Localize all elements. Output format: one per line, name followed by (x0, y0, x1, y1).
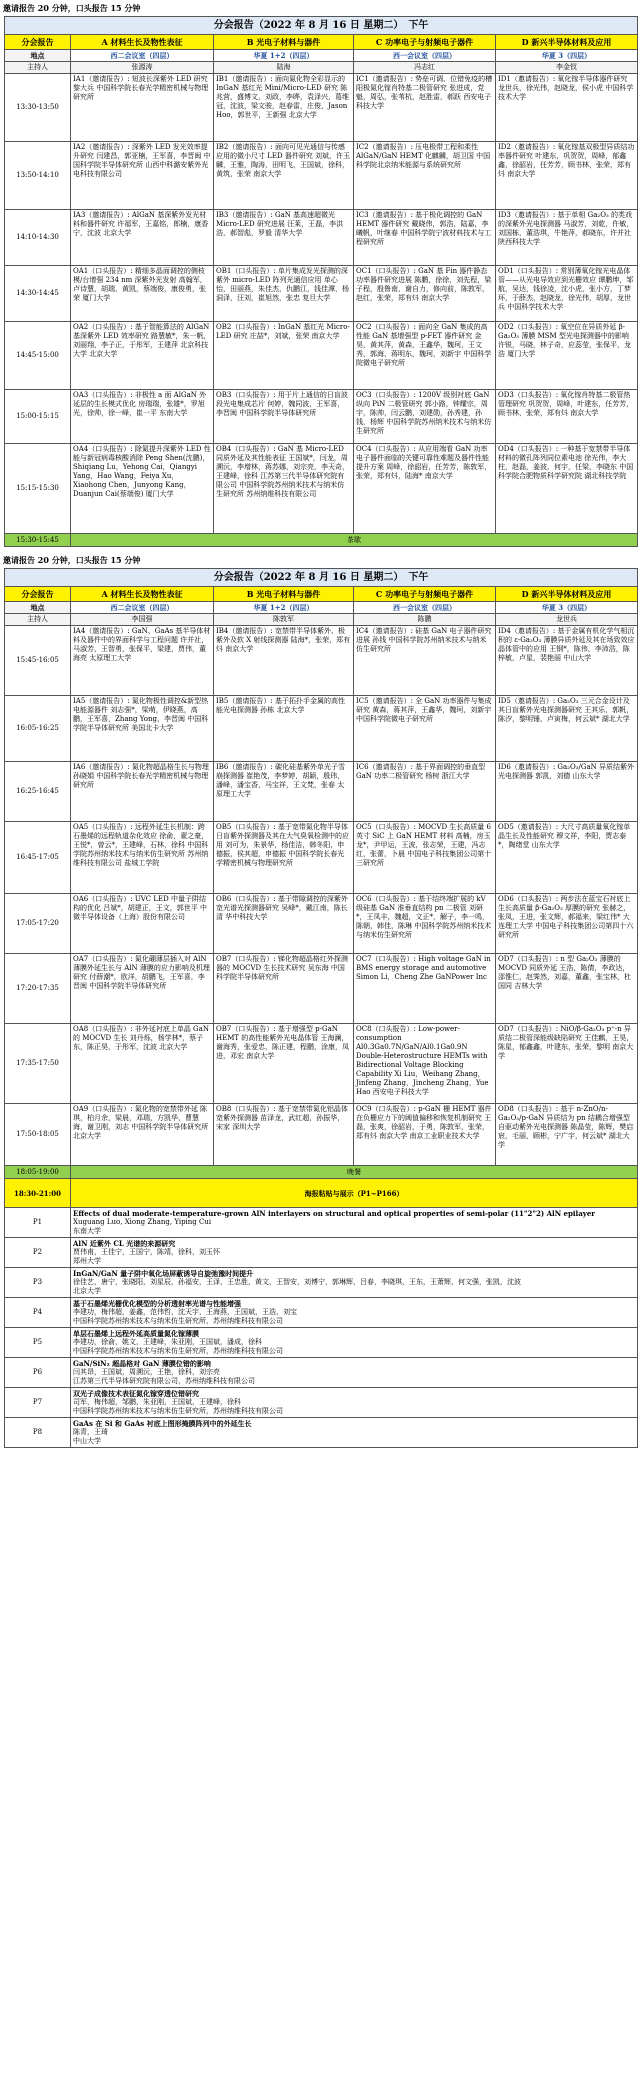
talk-cell: OD7（口头报告）: n 型 Ga₂O₃ 薄膜的 MOCVD 同质外延 王浩，陈倩，李政达，邵惟仁，赵霁然，刘嘉，董鑫，张宝林，杜国同 吉林大学 (496, 954, 638, 1024)
header-d: D 新兴半导体材料及应用 (496, 587, 638, 602)
talk-cell: OD8（口头报告）: 基于 n-ZnO/n-Ga₂O₃/p-GaN 异质结为 pn 结耦合增强型自驱动紫外光电探测器 陈晶莹，陈辉，樊启宸，毛丽，顾彬，宁广宇，何云斌* 湖北大学 (496, 1104, 638, 1166)
talk-cell: OA9（口头报告）: 氮化物的宽禁带外延 陈琪，柏月余，梁晨，邓瑞，方凯华，曹慧海，谢卫刚，刘志 中国科学院半导体研究所 北京大学 (71, 1104, 214, 1166)
time-slot: 16:05-16:25 (5, 696, 71, 762)
host-c: 冯志红 (354, 62, 496, 74)
talk-cell: OB6（口头报告）: 基于带隙调控的深紫外宽光谱光探测器研究 吴峰*，戴江南，陈长清 华中科技大学 (214, 894, 354, 954)
talk-cell: OB5（口头报告）: 基于宽带氮化物半导体日盲紫外探测器及其在大气臭氧检测中的应用 刘可为，朱景华，杨佳洁，韩冬阳，申德振，侯其超，申德振 中国科学院长春光学精密机械与物理研究所 (214, 822, 354, 894)
poster-authors: 司军，梅伟超，邹鹏，朱亚刚，王国斌，王建峰，徐科 (73, 1398, 241, 1406)
poster-info (71, 1268, 638, 1298)
talk-cell: ID2（邀请报告）: 氧化镓基双极型异质结功率器件研究 叶建东，巩贺贺，周峰，郁鑫鑫，徐韶岩，任芳芳，顾书林，张荣，郑有炓 南京大学 (496, 142, 638, 210)
poster-row (5, 1268, 638, 1298)
time-slot: 13:50-14:10 (5, 142, 71, 210)
talk-cell: ID4（邀请报告）: 基于金属有机化学气相沉积的 ε-Ga₂O₃ 薄膜异质外延及其在场致效应晶体管中的应用 王钢*，陈伟，李沛浩，陈梓敏，卢星，裴艳丽 中山大学 (496, 626, 638, 696)
session-title: 分会报告（2022 年 8 月 16 日 星期二） 下午 (5, 17, 638, 35)
talk-cell: OB7（口头报告）: 锑化物超晶格红外探测器的 MOCVD 生长技术研究 吴东海 中国科学院半导体研究所 (214, 954, 354, 1024)
break-label: 茶歇 (71, 534, 638, 547)
poster-org: 中国科学院苏州纳米技术与纳米仿生研究所，苏州纳维科技有限公司 (73, 1347, 283, 1355)
time-slot: 15:00-15:15 (5, 390, 71, 444)
table-row (5, 210, 638, 266)
header-c: C 功率电子与射频电子器件 (354, 587, 496, 602)
poster-row (5, 1358, 638, 1388)
location-label: 地点 (5, 602, 71, 614)
talk-cell: OA3（口头报告）: 非极性 a 面 AlGaN 外延层的生长模式优化 房瑞瑞，张雄*，罗旭光，徐帅，徐一峰，崔一平 东南大学 (71, 390, 214, 444)
poster-row (5, 1208, 638, 1238)
poster-info (71, 1238, 638, 1268)
host-b: 陆海 (214, 62, 354, 74)
talk-cell: IB3（邀请报告）: GaN 基高速超微光 Micro-LED 研究进展 汪莱，王磊，李洪浩，郝智彪，罗毅 清华大学 (214, 210, 354, 266)
talk-cell: OA4（口头报告）: 除氮提升深紫外 LED 性能与新冠病毒核酸消除 Peng Shen(沈鹏)，Shiqiang Lu，Yehong Cai，Qiangyi Yang，Hao Wang，Feiya Xu，Xiaohong Chen，Junyong Kang，Duanjun Cai(蔡端俊) 厦门大学 (71, 444, 214, 534)
host-c: 陈鹏 (354, 614, 496, 626)
table-row (5, 1024, 638, 1104)
poster-time: 18:30-21:00 (5, 1179, 71, 1208)
host-label: 主持人 (5, 614, 71, 626)
table-row (5, 390, 638, 444)
talk-cell: IA3（邀请报告）: AlGaN 基深紫外发光材料和器件研究 许福军，王嘉铭，郎楠，康香宁，沈波 北京大学 (71, 210, 214, 266)
poster-org: 中国科学院苏州纳米技术与纳米仿生研究所，苏州纳维科技有限公司 (73, 1317, 283, 1325)
talk-cell: OB3（口头报告）: 用于片上通信的日盲波段光电集成芯片 何婷，魏同波，王军喜，李晋闽 中国科学院半导体研究所 (214, 390, 354, 444)
poster-authors: 闫其昂，王国斌，周溯沅，王艳，徐科，刘宗亮 (73, 1368, 220, 1376)
location-a: 西二会议室（四层） (71, 50, 214, 62)
talk-cell: OC7（口头报告）: High voltage GaN in BMS energy storage and automotive Simon Li，Cheng Zhe GaNPower Inc (354, 954, 496, 1024)
talk-cell: ID3（邀请报告）: 基于单相 Ga₂O₃ 的类戏的深紫外光电探测器 马淑芳，刘乾，仵敏，刘国栋，董浩琪，牛艳萍，郝晓东，许并社 陕西科技大学 (496, 210, 638, 266)
talk-cell: IC4（邀请报告）: 硅基 GaN 电子器件研究进展 孙钱 中国科学院苏州纳米技术与纳米仿生研究所 (354, 626, 496, 696)
header-b: B 光电子材料与器件 (214, 587, 354, 602)
talk-cell: ID6（邀请报告）: Ga₂O₃/GaN 异质结紫外光电探测器 郭凯，刘德 山东大学 (496, 762, 638, 822)
talk-cell: OC6（口头报告）: 基于结终端扩展的 kV 级硅基 GaN 准垂直结构 pn 二极管 刘研*，王凤丰，魏超，文正*，解子，李一鸣，陈朝，韩佳，陈琳 中国科学院苏州纳米技术与纳米仿生研究所 (354, 894, 496, 954)
session-title: 分会报告（2022 年 8 月 16 日 星期二） 下午 (5, 569, 638, 587)
poster-authors: 李建功，梅伟超，姜鑫，范伟哲，沈天宇，王海燕，王国斌，王浩，刘宝 (73, 1308, 297, 1316)
talk-cell: IB1（邀请报告）: 面向氮化物全彩显示的 InGaN 基红光 Mini/Micro-LED 研究 陈兆营，盛博文，刘政，李晔，袁泽兴，葛维冠，沈波，梁文骏，赵春雷，庄俊，Jason Hoo，郭世平，王新强 北京大学 (214, 74, 354, 142)
time-slot: 15:15-15:30 (5, 444, 71, 534)
note-middle: 邀请报告 20 分钟，口头报告 15 分钟 (3, 555, 141, 565)
talk-cell: OC8（口头报告）: Low-power-consumption Al0.3Ga0.7N/GaN/Al0.1Ga0.9N Double-Heterostructure HEMTs with Bidirectional Voltage Blocking Capability Xi Liu，Weihang Zhang，Jinfeng Zhang，Jincheng Zhang，Yue Hao 西安电子科技大学 (354, 1024, 496, 1104)
poster-info (71, 1418, 638, 1448)
header-b: B 光电子材料与器件 (214, 35, 354, 50)
talk-cell: IC3（邀请报告）: 基于极化调控的 GaN HEMT 器件研究 戴晓伟，郭浩，陆嘉，李曦帆，叶继春 中国科学院宁波材料技术与工程研究所 (354, 210, 496, 266)
talk-cell: OB8（口头报告）: 基于宽禁带氮化铝晶体宽紫外探测器 苗泽龙，武红超，孙振华，宋家 深圳大学 (214, 1104, 354, 1166)
talk-cell: OB1（口头报告）: 单片集成发光探测的深紫外 micro-LED 阵列光通信应用 单心怡，田丽燕，朱佳杰，仇鹏江，钱佳潭，杨洞泽，汪刘，崔旭然，张忠 复旦大学 (214, 266, 354, 322)
poster-row (5, 1298, 638, 1328)
poster-authors: 陈青，王琦 (73, 1428, 108, 1436)
talk-cell: IB5（邀请报告）: 基于拓扑手金属的高性能光电探测器 孙栋 北京大学 (214, 696, 354, 762)
host-b: 陈敦军 (214, 614, 354, 626)
talk-cell: IA1（邀请报告）: 短波长深紫外 LED 研究 黎大兵 中国科学院长春光学精密机械与物理研究所 (71, 74, 214, 142)
poster-rows (5, 1208, 638, 1448)
poster-id: P1 (5, 1208, 71, 1238)
header-a: A 材料生长及物性表征 (71, 587, 214, 602)
host-d: 龙世兵 (496, 614, 638, 626)
poster-id: P2 (5, 1238, 71, 1268)
poster-id: P5 (5, 1328, 71, 1358)
poster-title: AlN 近紫外 CL 光谱的来源研究 (73, 1239, 176, 1248)
poster-info (71, 1388, 638, 1418)
table-row (5, 822, 638, 894)
poster-authors: 贾伟甫，王佳宁，王国宁，陈靖，徐科，刘玉怀 (73, 1248, 220, 1256)
location-b: 华夏 1+2（四层） (214, 50, 354, 62)
location-c: 西一会议室（四层） (354, 50, 496, 62)
talk-cell: OC4（口头报告）: 从应用端看 GaN 功率电子器件面临的关键可靠性难题及器件性能提升方案 周峰，徐韶岩，任芳芳，陈敦军，张荣，郑有炓，陆海* 南京大学 (354, 444, 496, 534)
poster-title: 基于石墨烯光栅优化模型的分析透射率光谱与性能增强 (73, 1299, 241, 1308)
table-row (5, 322, 638, 390)
table-row (5, 266, 638, 322)
talk-cell: IB2（邀请报告）: 面向可见光通信与传感应用的微小尺寸 LED 器件研究 刘斌，许玉麟，王雅，陶涛，田明飞，王国斌，徐科，黄筑，张荣 南京大学 (214, 142, 354, 210)
poster-row (5, 1418, 638, 1448)
time-slot: 17:50-18:05 (5, 1104, 71, 1166)
talk-cell: OB2（口头报告）: InGaN 基红光 Micro-LED 研究 庄喆*，刘斌，张荣 南京大学 (214, 322, 354, 390)
talk-cell: IB6（邀请报告）: 碳化硅基紫外单光子雪崩探测器 崔艳茂，李梦婷，胡颖，殷玮，潘峰，潘宝香，马宝祥，王文梵，张春 太原理工大学 (214, 762, 354, 822)
time-slot: 16:45-17:05 (5, 822, 71, 894)
talk-cell: IA5（邀请报告）: 氮化物极性调控&新型热电能源器件 刘志强*，梁萌，伊晓燕，高鹏，王军喜，Zhang Yong，李晋闽 中国科学院半导体研究所 美国北卡大学 (71, 696, 214, 762)
talk-cell: IC1（邀请报告）: 势垒可调、位错免疫的槽阳极氮化镓肖特基二极管研究 张进成，党魁，周弘，张苇杭，赵胜雷，郝跃 西安电子科技大学 (354, 74, 496, 142)
talk-cell: OC3（口头报告）: 1200V 级别衬底 GaN 纵向 PiN 二极管研究 郭小路，钟耀宗，周宇，陈帅，闫云鹏，刘建勋，孙秀建，孙钱，杨辉 中国科学院苏州纳米技术与纳米仿生研究所 (354, 390, 496, 444)
break-time: 15:30-15:45 (5, 534, 71, 547)
talk-cell: OC1（口头报告）: GaN 基 Fin 器件静态功率器件研究进展 陈鹏，徐徐，刘先程，梁子程，殷鲁南，谢自力，修向前，陈敦军，赵红，张荣，郑有炓 南京大学 (354, 266, 496, 322)
poster-label: 海报粘贴与展示（P1~P166） (71, 1179, 638, 1208)
host-a: 张源涛 (71, 62, 214, 74)
poster-id: P6 (5, 1358, 71, 1388)
table-row (5, 1104, 638, 1166)
poster-id: P4 (5, 1298, 71, 1328)
poster-id: P7 (5, 1388, 71, 1418)
poster-title: 单层石墨烯上远程外延高质量氮化镓薄膜 (73, 1329, 199, 1338)
talk-cell: IB4（邀请报告）: 宽禁带半导体紫外、极紫外及软 X 射线探测器 陆海*，张荣，郑有炓 南京大学 (214, 626, 354, 696)
poster-title: 双光子成像技术表征氮化镓穿透位错研究 (73, 1389, 199, 1398)
session-table-2 (4, 568, 638, 1448)
poster-org: 郑州大学 (73, 1257, 101, 1265)
location-a: 西二会议室（四层） (71, 602, 214, 614)
location-label: 地点 (5, 50, 71, 62)
talk-cell: OC2（口头报告）: 面向全 GaN 集成的高性能 GaN 基增强型 p-FET 器件研究 金昊，黄其萍，黄森，王鑫华，魏珂，王文秀，郭海，蒋明东，魏珂，刘新宇 中国科学院微电子研究所 (354, 322, 496, 390)
talk-cell: IA2（邀请报告）: 深紫外 LED 发光效率提升研究 闫建昌，郭亚楠，王军喜，李晋闽 中国科学院半导体研究所 山西中科潞安紫外光电科技有限公司 (71, 142, 214, 210)
poster-title: GaN/SiN₂ 超晶格对 GaN 薄膜位错的影响 (73, 1359, 211, 1368)
poster-authors: 徐佳艺，唐宁，张晓阳，刘星辰，孙福安，王泽，王忠胜，黄文，王智安，刘博宁，郭琳辉，吕春，李晓琪，王东，王萧辉，何文强，张凯，沈波 (73, 1278, 521, 1286)
poster-title: Effects of dual moderate-temperature-grown AlN interlayers on structural and optical properties of semi-polar (11"2"2) AlN epilayer (73, 1209, 595, 1218)
time-slot: 14:30-14:45 (5, 266, 71, 322)
header-session: 分会报告 (5, 35, 71, 50)
poster-info (71, 1358, 638, 1388)
talk-cell: OC9（口头报告）: p-GaN 栅 HEMT 器件在负栅应力下的阈值偏移和恢复机制研究 王磊，张爽，徐韶岩，于勇，陈敦军，张荣，郑有炓 南京大学 南京工业职业技术大学 (354, 1104, 496, 1166)
poster-row (5, 1388, 638, 1418)
poster-info (71, 1298, 638, 1328)
header-a: A 材料生长及物性表征 (71, 35, 214, 50)
dinner-label: 晚餐 (71, 1166, 638, 1179)
poster-authors: 李建功，徐俞，姚文，王建峰，朱亚刚，王国斌，潘成，徐科 (73, 1338, 262, 1346)
table-row (5, 142, 638, 210)
poster-row (5, 1328, 638, 1358)
time-slot: 15:45-16:05 (5, 626, 71, 696)
poster-org: 江苏第三代半导体研究院有限公司，苏州纳维科技有限公司 (73, 1377, 255, 1385)
time-slot: 13:30-13:50 (5, 74, 71, 142)
table-row (5, 762, 638, 822)
poster-info (71, 1208, 638, 1238)
poster-id: P3 (5, 1268, 71, 1298)
table-row (5, 954, 638, 1024)
time-slot: 17:35-17:50 (5, 1024, 71, 1104)
talk-cell: ID5（邀请报告）: Ga₂O₃ 三元合金设计及其日盲紫外光电探测器研究 王其乐，郭帆，陈汐，黎明锤，卢寅梅，何云斌* 湖北大学 (496, 696, 638, 762)
poster-org: 中山大学 (73, 1437, 101, 1445)
talk-cell: OA2（口头报告）: 基于智能算法的 AlGaN 基深紫外 LED 效率研究 路慧敏*，朱一帆，刘丽翔，李子正，于彤军，王建萍 北京科技大学 北京大学 (71, 322, 214, 390)
table-row (5, 444, 638, 534)
talk-cell: OA7（口头报告）: 氮化硼薄层插入对 AlN 薄膜外延生长与 AlN 薄膜的应力影响及机理研究 付薛潮*，欧洋，胡鹏飞，王军喜，李晋闽 中国科学院半导体研究所 (71, 954, 214, 1024)
poster-title: InGaN/GaN 量子阱中氧化场屏蔽诱导自旋弛豫时间提升 (73, 1269, 254, 1278)
host-label: 主持人 (5, 62, 71, 74)
note-top: 邀请报告 20 分钟，口头报告 15 分钟 (3, 3, 141, 13)
talk-cell: OD1（口头报告）: 常别薄氧化镓光电晶体管——从光电导效应到光栅效应 谭鹏坤，邹航，吴达，钱徐凌，沈小虎，张小方，丁梦环，于薛杰，赵晓龙，徐光伟，胡厚，龙世兵 中国科学技术大学 (496, 266, 638, 322)
talk-cell: IC6（邀请报告）: 基于界面调控的垂直型 GaN 功率二极管研究 杨树 浙江大学 (354, 762, 496, 822)
poster-row (5, 1238, 638, 1268)
talk-rows-2 (5, 626, 638, 1166)
poster-org: 中国科学院苏州纳米技术与纳米仿生研究所，苏州纳维科技有限公司 (73, 1407, 283, 1415)
talk-cell: OD6（口头报告）: 两步法在蓝宝石衬底上生长高质量 β-Ga₂O₃ 厚膜的研究 张赫之，张凤，王进，张文辉，郝福来，梁红伟* 大连理工大学 中国电子科技集团公司第四十六研究所 (496, 894, 638, 954)
time-slot: 14:45-15:00 (5, 322, 71, 390)
talk-cell: OD7（口头报告）: NiO/β-Ga₂O₃ p⁺-n 异质结二极管深能级缺陷研究 王佳麒，王昊，陈星，郁鑫鑫，叶建东，张荣，黎明 南京大学 (496, 1024, 638, 1104)
talk-cell: OA5（口头报告）: 远程外延生长机制：跨石墨烯的远程轨道杂化效应 徐俞，翟之豪，王悦*，曾云*，王建峰，石林，徐科 中国科学院苏州纳米技术与纳米仿生研究所 苏州纳维科技有限公司 盐城工学院 (71, 822, 214, 894)
table-row (5, 894, 638, 954)
talk-cell: OB7（口头报告）: 基于增强型 p-GaN HEMT 的高性能紫外光电晶体管 王海澜，谢海秀，张爱忠，陈正建，程鹏，涂康，凤进，邓宏 南京大学 (214, 1024, 354, 1104)
talk-cell: OC5（口头报告）: MOCVD 生长高质量 6 英寸 SiC 上 GaN HEMT 材料 高楠，房玉龙*，尹甲运，王波，张志荣，王建，冯志红，张蕾，卜晨 中国电子科技集团公司第十三研究所 (354, 822, 496, 894)
session-table-1 (4, 16, 638, 547)
location-b: 华夏 1+2（四层） (214, 602, 354, 614)
host-a: 李国强 (71, 614, 214, 626)
header-d: D 新兴半导体材料及应用 (496, 35, 638, 50)
talk-cell: IC2（邀请报告）: 压电极带工程和柔性 AlGaN/GaN HEMT 化麒麟，胡卫国 中国科学院北京纳米能源与系统研究所 (354, 142, 496, 210)
talk-cell: OA1（口头报告）: 精细多晶面调控的侧枝模/台增强 234 nm 深紫外光发射 高翰军，卢诗慧，胡瑞，黄凯，蔡端俊，康俊勇，张荣 厦门大学 (71, 266, 214, 322)
poster-org: 北京大学 (73, 1287, 101, 1295)
talk-cell: OD2（口头报告）: 氧空位在异质外延 β-Ga₂O₃ 薄膜 MSM 型光电探测器中的影响 许锐，马晓，林子奇，应蕊莹，张保平，龙浩 厦门大学 (496, 322, 638, 390)
talk-cell: OA8（口头报告）: 非外延衬底上单晶 GaN 的 MOCVD 生长 刘丹烁，杨学林*，蔡子东，陈正昊，于彤军，沈波 北京大学 (71, 1024, 214, 1104)
talk-rows-1 (5, 74, 638, 534)
poster-authors: Xuguang Luo, Xiong Zhang, Yiping Cui (73, 1218, 212, 1226)
talk-cell: IC5（邀请报告）: 全 GaN 功率器件与集成研究 黄森，蒋其萍，王鑫华，魏珂，刘新宇 中国科学院微电子研究所 (354, 696, 496, 762)
table-row (5, 74, 638, 142)
header-session: 分会报告 (5, 587, 71, 602)
poster-id: P8 (5, 1418, 71, 1448)
time-slot: 16:25-16:45 (5, 762, 71, 822)
time-slot: 14:10-14:30 (5, 210, 71, 266)
talk-cell: OA6（口头报告）: UVC LED 中量子阱结构的优化 吕斌*，胡建正，王文，郭世平 中微半导体设备（上海）股份有限公司 (71, 894, 214, 954)
table-row (5, 696, 638, 762)
poster-org: 东南大学 (73, 1227, 101, 1235)
talk-cell: OD3（口头报告）: 氧化镓肖特基二极管热管理研究 巩贺贺，周峰，叶建东，任芳芳，顾书林，张荣，郑有炓 南京大学 (496, 390, 638, 444)
poster-info (71, 1328, 638, 1358)
table-row (5, 626, 638, 696)
location-d: 华夏 3（四层） (496, 602, 638, 614)
talk-cell: IA6（邀请报告）: 氮化物超晶格生长与物理 孙晓娟 中国科学院长春光学精密机械与物理研究所 (71, 762, 214, 822)
talk-cell: OD5（邀请报告）: 大尺寸高质量氧化镓单晶生长及性能研究 穆文祥，李阳，贾志泰*，陶绪堂 山东大学 (496, 822, 638, 894)
talk-cell: OD4（口头报告）: 一种基于宽禁带半导体材料的微孔阵列同位素电池 徐光伟，李大柱，赵磊，姜波，何宇，任梁，李晓东 中国科学院合肥物质科学研究院 湖北科技学院 (496, 444, 638, 534)
talk-cell: OB4（口头报告）: GaN 基 Micro-LED 同质外延及其性能表征 王国斌*，闫龙，周溯沅，李增林，蒋苏娜，刘宗亮，李天奇，王建峰，徐科 江苏第三代半导体研究院有限公司 中国科学院苏州纳米技术与纳米仿生研究所 苏州纳维科技有限公司 (214, 444, 354, 534)
header-c: C 功率电子与射频电子器件 (354, 35, 496, 50)
poster-title: GaAs 在 Si 和 GaAs 衬底上图形掩膜阵列中的外延生长 (73, 1419, 252, 1428)
time-slot: 17:05-17:20 (5, 894, 71, 954)
talk-cell: IA4（邀请报告）: GaN、GaAs 基半导体材料及器件中的界面科学与工程问题 许并社，马淑芳，王智勇，张保平，梁建，贾伟，董海亮 太原理工大学 (71, 626, 214, 696)
location-d: 华夏 3（四层） (496, 50, 638, 62)
talk-cell: ID1（邀请报告）: 氧化镓半导体器件研究 龙世兵，徐光伟，赵晓龙，侯小虎 中国科学技术大学 (496, 74, 638, 142)
location-c: 西一会议室（四层） (354, 602, 496, 614)
dinner-time: 18:05-19:00 (5, 1166, 71, 1179)
time-slot: 17:20-17:35 (5, 954, 71, 1024)
host-d: 李金钗 (496, 62, 638, 74)
